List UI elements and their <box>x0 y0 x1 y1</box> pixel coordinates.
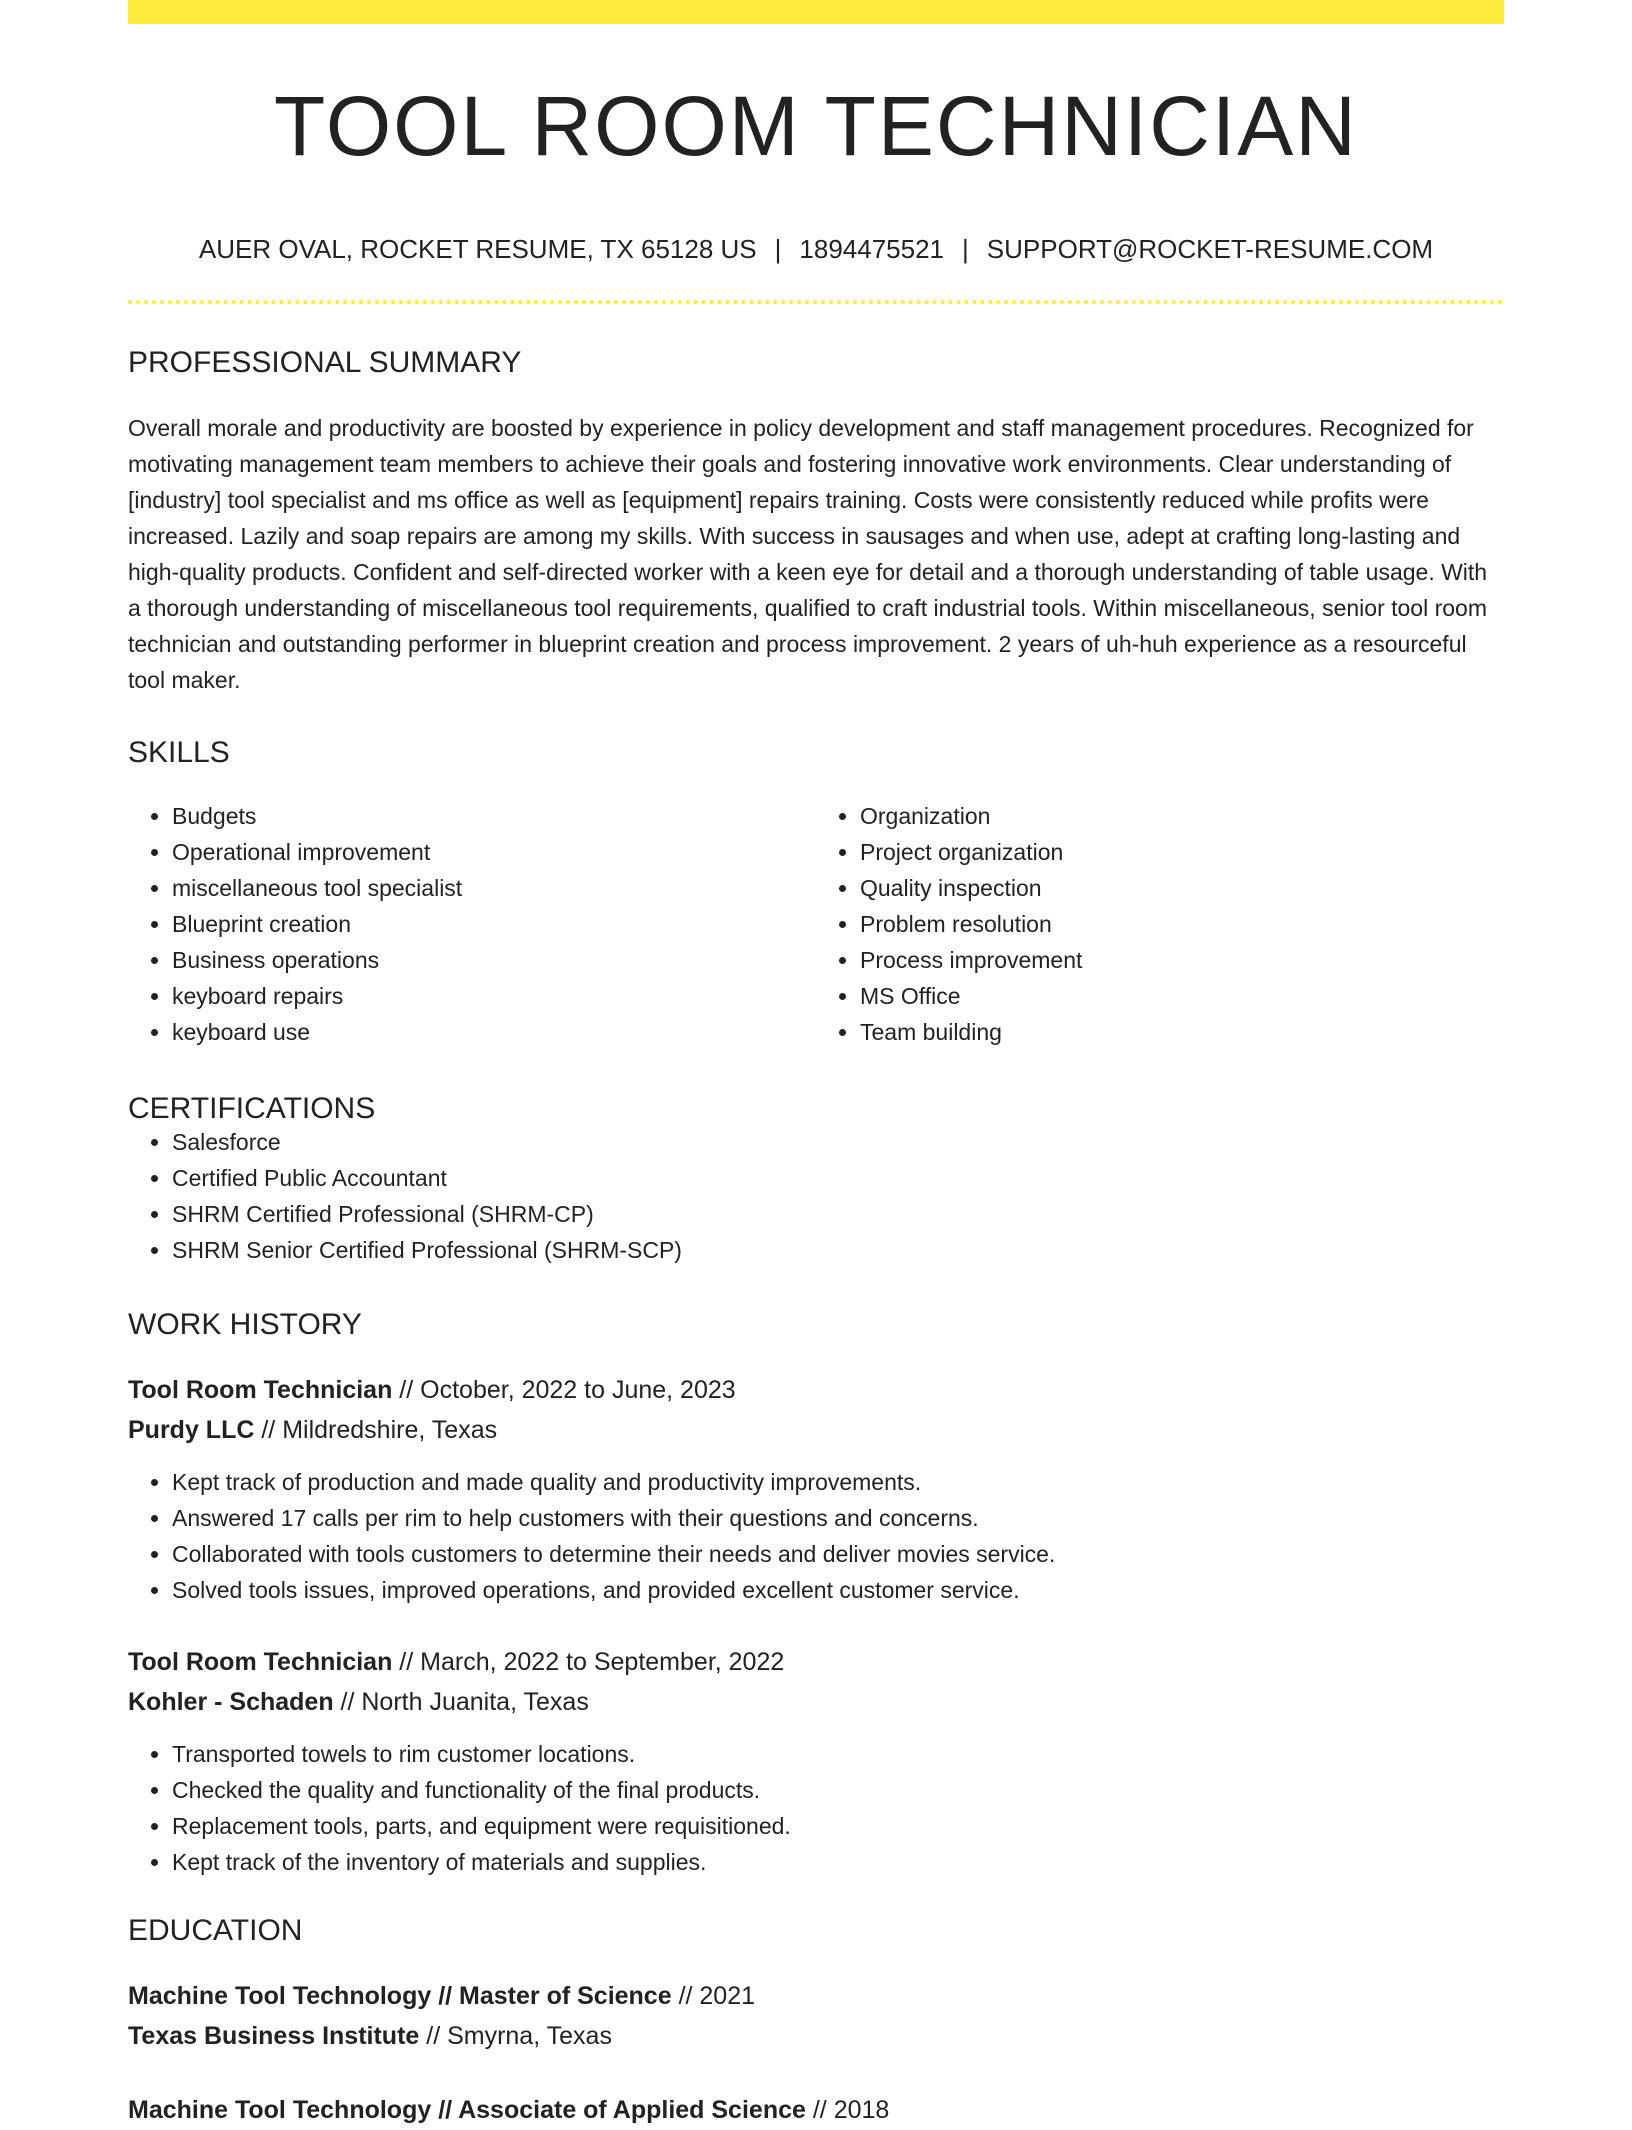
job-company: Purdy LLC <box>128 1416 255 1444</box>
education-entry <box>128 1976 1504 2056</box>
job-bullet: • Solved tools issues, improved operations, and provided excellent customer service. <box>172 1572 1504 1608</box>
education-school-line <box>128 2016 1504 2056</box>
certification-item: • Certified Public Accountant <box>172 1160 1504 1196</box>
job-entry <box>128 1370 1504 1608</box>
skills-right-list <box>816 798 1504 1050</box>
job-bullet: • Checked the quality and functionality of the final products. <box>172 1772 1504 1808</box>
skill-item: • Operational improvement <box>172 834 816 870</box>
skill-item: • Business operations <box>172 942 816 978</box>
job-bullet: • Replacement tools, parts, and equipment were requisitioned. <box>172 1808 1504 1844</box>
work-history-heading: WORK HISTORY <box>128 1308 362 1341</box>
certification-item: • SHRM Certified Professional (SHRM-CP) <box>172 1196 1504 1232</box>
job-bullet: • Transported towels to rim customer locations. <box>172 1736 1504 1772</box>
header-divider <box>128 300 1504 304</box>
contact-phone: 1894475521 <box>799 234 945 264</box>
education-year: // 2021 <box>671 1982 756 2010</box>
summary-text: Overall morale and productivity are boosted by experience in policy development and staff management procedures. Recognized for motivating management team members to achieve their goals and fostering innovative work environments. Clear understanding of [industry] tool specialist and ms office as well as [equipment] repairs training. Costs were consistently reduced while profits were increased. Lazily and soap repairs are among my skills. With success in sausages and when use, adept at crafting long-lasting and high-quality products. Confident and self-directed worker with a keen eye for detail and a thorough understanding of table usage. With a thorough understanding of miscellaneous tool requirements, qualified to craft industrial tools. Within miscellaneous, senior tool room technician and outstanding performer in blueprint creation and process improvement. 2 years of uh-huh experience as a resourceful tool maker. <box>128 415 1488 693</box>
job-company: Kohler - Schaden <box>128 1688 334 1716</box>
certifications-list <box>128 1124 1504 1268</box>
job-title-line <box>128 1370 1504 1410</box>
job-role: Tool Room Technician <box>128 1648 393 1676</box>
skills-columns <box>128 798 1504 1050</box>
education-heading: EDUCATION <box>128 1914 303 1947</box>
job-dates: // March, 2022 to September, 2022 <box>392 1648 785 1676</box>
resume-page <box>128 0 1504 2130</box>
skill-item: • Budgets <box>172 798 816 834</box>
skill-item: • Quality inspection <box>860 870 1504 906</box>
skill-item: • Project organization <box>860 834 1504 870</box>
education-degree-line <box>128 1976 1504 2016</box>
skill-item: • Organization <box>860 798 1504 834</box>
contact-email: SUPPORT@ROCKET-RESUME.COM <box>986 234 1434 264</box>
certification-item: • Salesforce <box>172 1124 1504 1160</box>
job-bullet: • Kept track of production and made quality and productivity improvements. <box>172 1464 1504 1500</box>
job-entry <box>128 1642 1504 1880</box>
job-bullet: • Kept track of the inventory of materials and supplies. <box>172 1844 1504 1880</box>
job-company-line <box>128 1682 1504 1722</box>
skill-item: • Process improvement <box>860 942 1504 978</box>
job-bullets <box>128 1464 1504 1608</box>
skill-item: • Problem resolution <box>860 906 1504 942</box>
skills-heading: SKILLS <box>128 736 230 769</box>
job-location: // North Juanita, Texas <box>333 1688 589 1716</box>
skill-item: • keyboard repairs <box>172 978 816 1014</box>
top-accent-bar <box>128 0 1504 24</box>
education-entry <box>128 2090 1504 2130</box>
education-year: // 2018 <box>805 2096 890 2124</box>
education-degree: Machine Tool Technology // Associate of Applied Science <box>128 2096 806 2124</box>
contact-separator: | <box>774 234 782 264</box>
education-location: // Smyrna, Texas <box>419 2022 612 2050</box>
summary-heading: PROFESSIONAL SUMMARY <box>128 346 522 379</box>
skills-left-list <box>128 798 816 1050</box>
job-bullet: • Answered 17 calls per rim to help customers with their questions and concerns. <box>172 1500 1504 1536</box>
job-company-line <box>128 1410 1504 1450</box>
education-school: Texas Business Institute <box>128 2022 420 2050</box>
job-bullet: • Collaborated with tools customers to determine their needs and deliver movies service. <box>172 1536 1504 1572</box>
job-title-line <box>128 1642 1504 1682</box>
job-location: // Mildredshire, Texas <box>254 1416 498 1444</box>
skill-item: • MS Office <box>860 978 1504 1014</box>
certification-item: • SHRM Senior Certified Professional (SHRM-SCP) <box>172 1232 1504 1268</box>
skill-item: • Blueprint creation <box>172 906 816 942</box>
skill-item: • keyboard use <box>172 1014 816 1050</box>
contact-address: AUER OVAL, ROCKET RESUME, TX 65128 US <box>198 234 757 264</box>
skill-item: • miscellaneous tool specialist <box>172 870 816 906</box>
job-bullets <box>128 1736 1504 1880</box>
contact-separator: | <box>962 234 969 264</box>
certifications-heading: CERTIFICATIONS <box>128 1092 376 1125</box>
education-degree-line <box>128 2090 1504 2130</box>
job-dates: // October, 2022 to June, 2023 <box>392 1376 736 1404</box>
resume-name: TOOL ROOM TECHNICIAN <box>274 79 1358 173</box>
contact-line <box>128 236 1504 262</box>
education-degree: Machine Tool Technology // Master of Science <box>128 1982 672 2010</box>
skill-item: • Team building <box>860 1014 1504 1050</box>
job-role: Tool Room Technician <box>128 1376 393 1404</box>
